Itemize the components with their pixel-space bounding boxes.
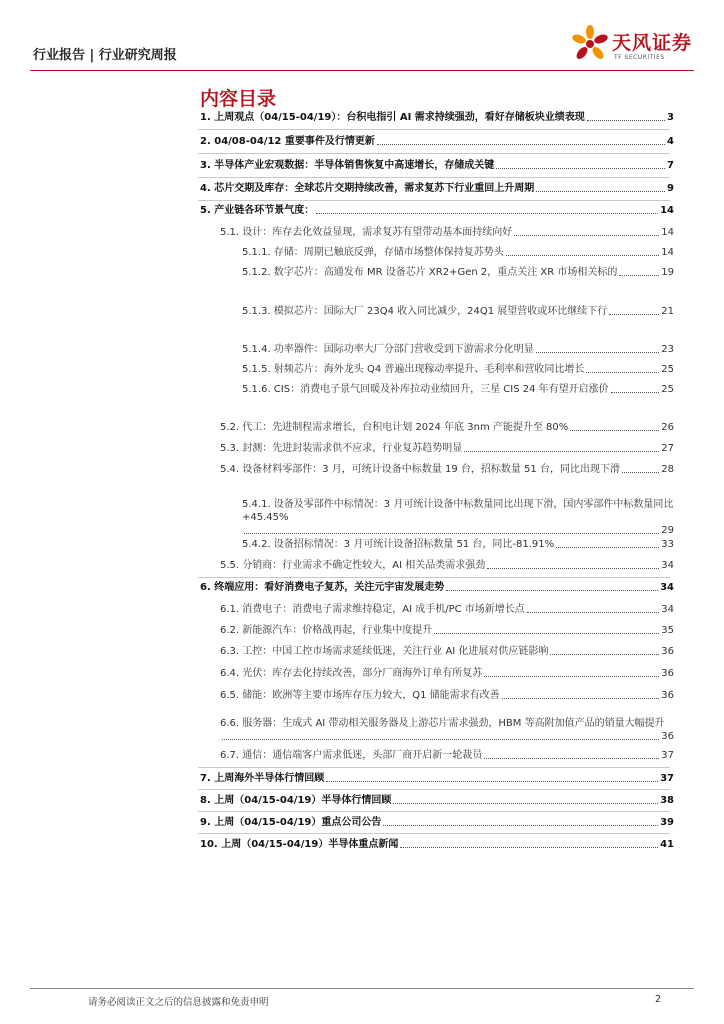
- footer-divider: [30, 988, 694, 989]
- logo-en-text: TF SECURITIES: [614, 54, 665, 61]
- toc-entry-4[interactable]: 4. 芯片交期及库存：全球芯片交期持续改善，需求复苏下行业重回上升周期 9: [200, 183, 674, 194]
- toc-entry-5-1-1[interactable]: 5.1.1. 存储：周期已触底反弹，存储市场整体保持复苏势头 14: [242, 247, 674, 258]
- toc-entry-6-7[interactable]: 6.7. 通信：通信端客户需求低迷，头部厂商开启新一轮裁员 37: [220, 750, 674, 761]
- toc-entry-6-5[interactable]: 6.5. 储能：欧洲等主要市场库存压力较大，Q1 储能需求有改善 36: [220, 690, 674, 701]
- toc-entry-6-2[interactable]: 6.2. 新能源汽车：价格战再起，行业集中度提升 35: [220, 625, 674, 636]
- toc-entry-6-4[interactable]: 6.4. 光伏：库存去化持续改善，部分厂商海外订单有所复苏 36: [220, 668, 674, 679]
- toc-entry-6-3[interactable]: 6.3. 工控：中国工控市场需求延续低迷，关注行业 AI 化进展对供应链影响 36: [220, 646, 674, 657]
- toc-entry-2[interactable]: 2. 04/08-04/12 重要事件及行情更新 4: [200, 136, 674, 147]
- toc-entry-3[interactable]: 3. 半导体产业宏观数据：半导体销售恢复中高速增长，存储成关键 7: [200, 160, 674, 171]
- toc-entry-5-4-1[interactable]: 5.4.1. 设备及零部件中标情况：3 月可统计设备中标数量同比出现下滑，国内零部件中标数量同比+45.45% 29: [242, 499, 674, 536]
- toc-entry-5-1-6[interactable]: 5.1.6. CIS：消费电子景气回暖及补库拉动业绩回升，三星 CIS 24 年有望开启涨价 25: [242, 384, 674, 395]
- header-divider: [30, 70, 694, 71]
- page-header: [0, 0, 724, 80]
- page-number: 2: [655, 994, 662, 1005]
- disclaimer-note: 请务必阅读正文之后的信息披露和免责申明: [88, 997, 269, 1008]
- toc-entry-6[interactable]: 6. 终端应用：看好消费电子复苏，关注元宇宙发展走势 34: [200, 582, 674, 593]
- toc-entry-1[interactable]: 1. 上周观点（04/15-04/19）：台积电指引 AI 需求持续强劲，看好存储板块业绩表现 3: [200, 112, 674, 123]
- toc-entry-5-1-2[interactable]: 5.1.2. 数字芯片：高通发布 MR 设备芯片 XR2+Gen 2，重点关注 XR 市场相关标的 19: [242, 267, 674, 278]
- toc-entry-5-1-3[interactable]: 5.1.3. 模拟芯片：国际大厂 23Q4 收入同比减少，24Q1 展望营收或环比继续下行 21: [242, 306, 674, 317]
- toc-entry-6-6[interactable]: 6.6. 服务器：生成式 AI 带动相关服务器及上游芯片需求强劲，HBM 等高附加值产品的销量大幅提升 36: [220, 718, 674, 742]
- toc-entry-6-1[interactable]: 6.1. 消费电子：消费电子需求维持稳定，AI 成手机/PC 市场新增长点 34: [220, 604, 674, 615]
- toc-entry-5-4[interactable]: 5.4. 设备材料零部件：3 月，可统计设备中标数量 19 台，招标数量 51 台，同比出现下滑 28: [220, 464, 674, 475]
- toc-entry-10[interactable]: 10. 上周（04/15-04/19）半导体重点新闻 41: [200, 839, 674, 850]
- toc-entry-5-3[interactable]: 5.3. 封测：先进封装需求供不应求，行业复苏趋势明显 27: [220, 443, 674, 454]
- toc-entry-5-2[interactable]: 5.2. 代工：先进制程需求增长，台积电计划 2024 年底 3nm 产能提升至 80% 26: [220, 422, 674, 433]
- toc-entry-5-5[interactable]: 5.5. 分销商：行业需求不确定性较大，AI 相关品类需求强劲 34: [220, 560, 674, 571]
- toc-entry-5-1-5[interactable]: 5.1.5. 射频芯片：海外龙头 Q4 普遍出现稼动率提升、毛利率和营收同比增长 25: [242, 364, 674, 375]
- report-type-label: 行业报告 | 行业研究周报: [33, 48, 177, 63]
- toc-entry-9[interactable]: 9. 上周（04/15-04/19）重点公司公告 39: [200, 817, 674, 828]
- toc-entry-5[interactable]: 5. 产业链各环节景气度： 14: [200, 205, 674, 216]
- toc-entry-5-1[interactable]: 5.1. 设计：库存去化效益显现，需求复苏有望带动基本面持续向好 14: [220, 227, 674, 238]
- toc-heading: 内容目录: [200, 88, 277, 110]
- logo-petal-icon: [570, 24, 610, 64]
- toc-entry-8[interactable]: 8. 上周（04/15-04/19）半导体行情回顾 38: [200, 795, 674, 806]
- toc-entry-5-4-2[interactable]: 5.4.2. 设备招标情况：3 月可统计设备招标数量 51 台，同比-81.91% 33: [242, 539, 674, 550]
- company-logo: [570, 22, 700, 68]
- toc-entry-7[interactable]: 7. 上周海外半导体行情回顾 37: [200, 773, 674, 784]
- logo-cn-text: 天风证券: [612, 32, 693, 54]
- toc-entry-5-1-4[interactable]: 5.1.4. 功率器件：国际功率大厂分部门营收受到下游需求分化明显 23: [242, 344, 674, 355]
